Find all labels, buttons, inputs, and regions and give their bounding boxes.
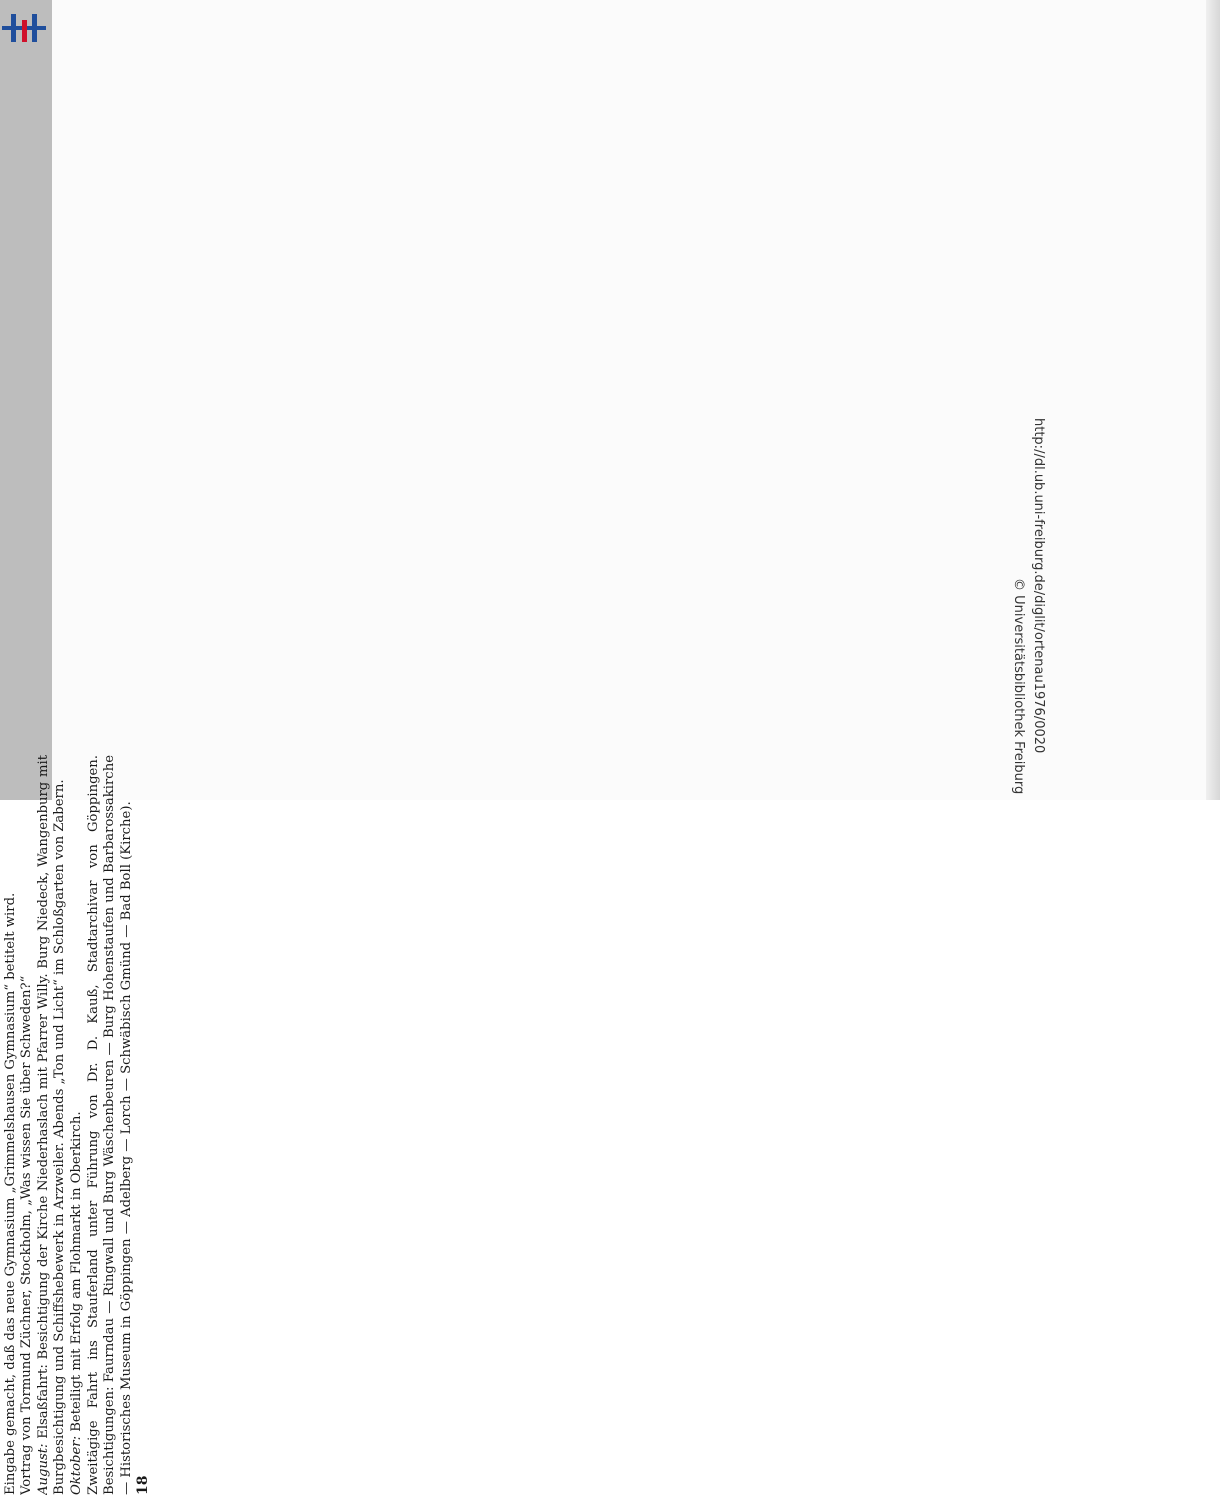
entry-text: Elsaßfahrt: Besichtigung der Kirche Niederhaslach mit Pfarrer Willy. Burg Niedeck, Wangenburg mit Burgbesichtigung und Schiffshebewerk in Arzweiler. Abends „Ton und Licht“ im Schloßgarten von Zabern.: [35, 755, 68, 1495]
entry-month: Oktober:: [69, 1435, 85, 1495]
viewer-sidebar: [0, 0, 52, 800]
entry-text: Beteiligt mit Erfolg am Flohmarkt in Oberkirch.: [69, 1111, 85, 1436]
copyright-notice: © Universitätsbibliothek Freiburg: [1011, 578, 1026, 795]
rotated-text-block: [0, 755, 152, 1495]
entry-text: Eingabe gemacht, daß das neue Gymnasium „Grimmelshausen Gymnasium“ betitelt wird.: [2, 892, 18, 1495]
entry-paragraph: [3, 755, 20, 1495]
entry-paragraph: [19, 755, 36, 1495]
source-url[interactable]: http://dl.ub.uni-freiburg.de/diglit/ortenau1976/0020: [1031, 418, 1046, 754]
page-edge: [1206, 0, 1220, 800]
library-logo-icon[interactable]: [2, 10, 46, 46]
entry-month: August:: [35, 1443, 51, 1495]
entry-text: Zweitägige Fahrt ins Stauferland unter Führung von Dr. D. Kauß, Stadtarchivar von Göppingen. Besichtigungen: Faurndau — Ringwall und Burg Wäschenbeuren — Burg Hohenstaufen und Barbarossakirche — Historisches Museum in Göppingen — Adelberg — Lorch — Schwäbisch Gmünd — Bad Boll (Kirche).: [85, 755, 134, 1495]
page-number: 18: [135, 1475, 152, 1495]
entry-paragraph: [86, 755, 136, 1495]
entry-paragraph: [69, 755, 86, 1495]
entry-text: Vortrag von Tormund Züchner, Stockholm, „Was wissen Sie über Schweden?“: [19, 975, 35, 1495]
entry-text: [0, 755, 1, 1495]
entry-paragraph: [36, 755, 69, 1495]
